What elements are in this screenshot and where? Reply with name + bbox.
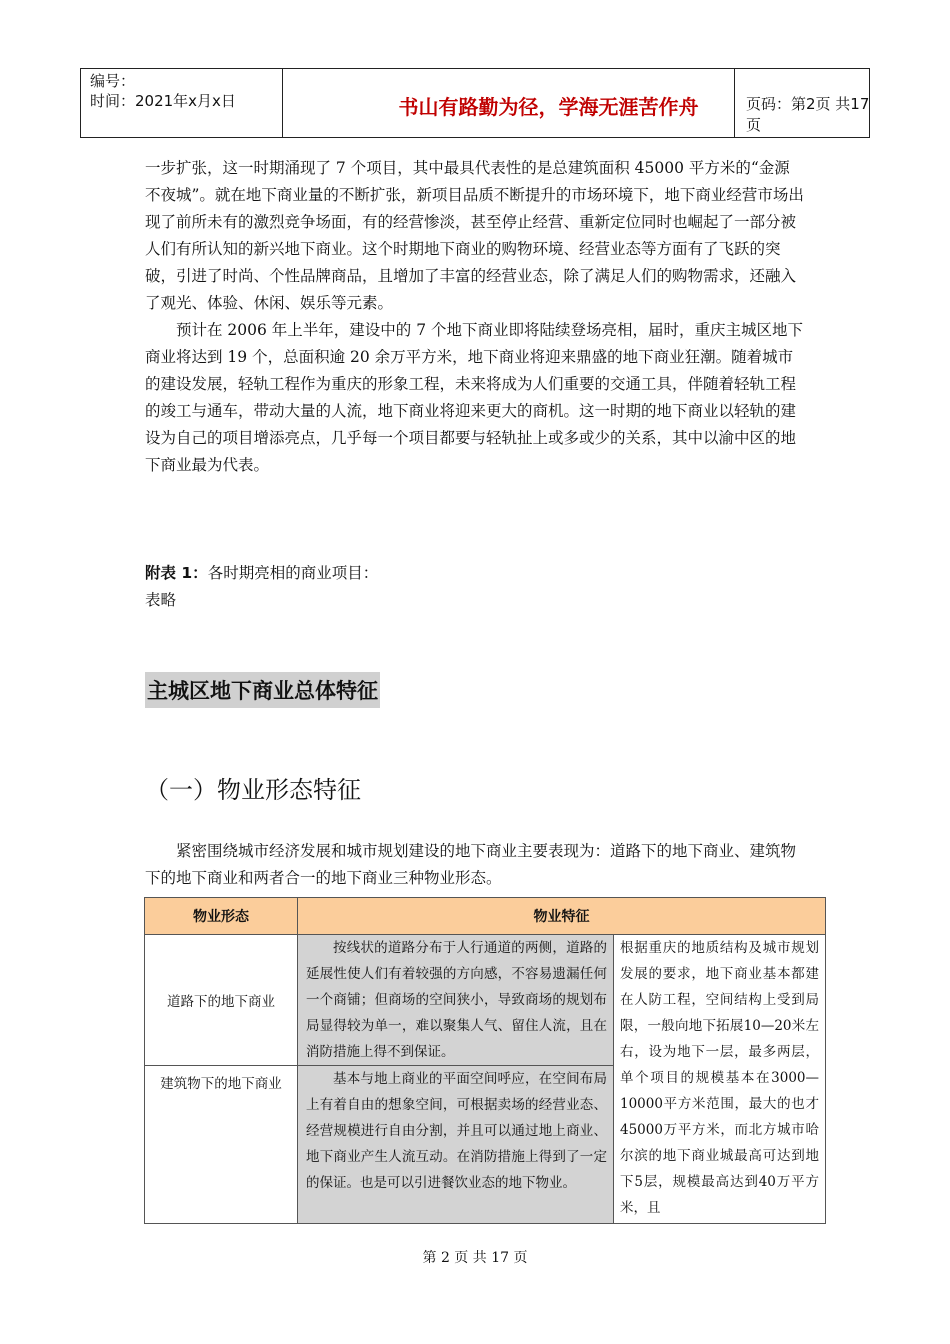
header-border-left <box>80 69 81 137</box>
page-header <box>80 68 870 138</box>
header-property-feature: 物业特征 <box>298 898 826 935</box>
appendix-line <box>145 560 378 587</box>
header-property-type: 物业形态 <box>145 898 298 935</box>
paragraph-1: 一步扩张，这一时期涌现了 7 个项目，其中最具代表性的是总建筑面积 45000 平方米的“金源不夜城”。就在地下商业量的不断扩张，新项目品质不断提升的市场环境下，地下商业经营市场出现了前所未有的激烈竞争场面，有的经营惨淡，甚至停止经营、重新定位同时也崛起了一部分被人们有所认知的新兴地下商业。这个时期地下商业的购物环境、经营业态等方面有了飞跃的突破，引进了时尚、个性品牌商品，且增加了丰富的经营业态，除了满足人们的购物需求，还融入了观光、体验、休闲、娱乐等元素。 <box>145 159 804 312</box>
row-type-building: 建筑物下的地下商业 <box>145 1066 298 1224</box>
intro-paragraph: 紧密围绕城市经济发展和城市规划建设的地下商业主要表现为：道路下的地下商业、建筑物下的地下商业和两者合一的地下商业三种物业形态。 <box>145 842 797 887</box>
shared-note-text: 根据重庆的地质结构及城市规划发展的要求，地下商业基本都建在人防工程，空间结构上受到局限，一般向地下拓展10—20米左右，设为地下一层，最多两层，单个项目的规模基本在3000—10000平方米范围，最大的也才45000万平方米，而北方城市哈尔滨的地下商业城最高可达到地下5层，规模最高达到40万平方米，且 <box>620 940 819 1216</box>
table-header-row <box>145 898 826 935</box>
body-paragraphs <box>145 155 805 479</box>
header-meta <box>90 71 236 111</box>
property-feature-table <box>144 897 826 1224</box>
section-title: 主城区地下商业总体特征 <box>145 672 380 708</box>
row-feature-building <box>298 1066 614 1224</box>
shared-note-cell <box>614 935 826 1224</box>
appendix-text: 各时期亮相的商业项目： <box>207 564 379 582</box>
table-row <box>145 935 826 1066</box>
feature-text: 按线状的道路分布于人行通道的两侧，道路的延展性使人们有着较强的方向感，不容易遗漏任何一个商铺；但商场的空间狭小，导致商场的规划布局显得较为单一，难以聚集人气、留住人流，且在消防措施上得不到保证。 <box>306 940 607 1060</box>
appendix-note: 表略 <box>145 591 177 609</box>
appendix-block <box>145 560 378 614</box>
document-date: 时间：2021年x月x日 <box>90 92 236 110</box>
header-divider-2 <box>734 69 735 137</box>
row-feature-road <box>298 935 614 1066</box>
feature-text: 基本与地上商业的平面空间呼应，在空间布局上有着自由的想象空间，可根据卖场的经营业态、经营规模进行自由分割，并且可以通过地上商业、地下商业产生人流互动。在消防措施上得到了一定的保证。也是可以引进餐饮业态的地下物业。 <box>306 1071 607 1191</box>
header-motto: 书山有路勤为径，学海无涯苦作舟 <box>398 95 699 119</box>
header-divider-1 <box>282 69 283 137</box>
paragraph-2: 预计在 2006 年上半年，建设中的 7 个地下商业即将陆续登场亮相，届时，重庆主城区地下商业将达到 19 个，总面积逾 20 余万平方米，地下商业将迎来鼎盛的地下商业狂潮。随着城市的建设发展，轻轨工程作为重庆的形象工程，未来将成为人们重要的交通工具，伴随着轻轨工程的竣工与通车，带动大量的人流，地下商业将迎来更大的商机。这一时期的地下商业以轻轨的建设为自己的项目增添亮点，几乎每一个项目都要与轻轨扯上或多或少的关系，其中以渝中区的地下商业最为代表。 <box>145 321 804 474</box>
document-number-label: 编号： <box>90 72 136 90</box>
header-page-indicator: 页码：第2页 共17页 <box>746 95 870 134</box>
subsection-title: （一）物业形态特征 <box>145 776 361 804</box>
appendix-label: 附表 1： <box>145 564 208 582</box>
page-footer: 第 2 页 共 17 页 <box>422 1250 528 1266</box>
row-type-road: 道路下的地下商业 <box>145 935 298 1066</box>
